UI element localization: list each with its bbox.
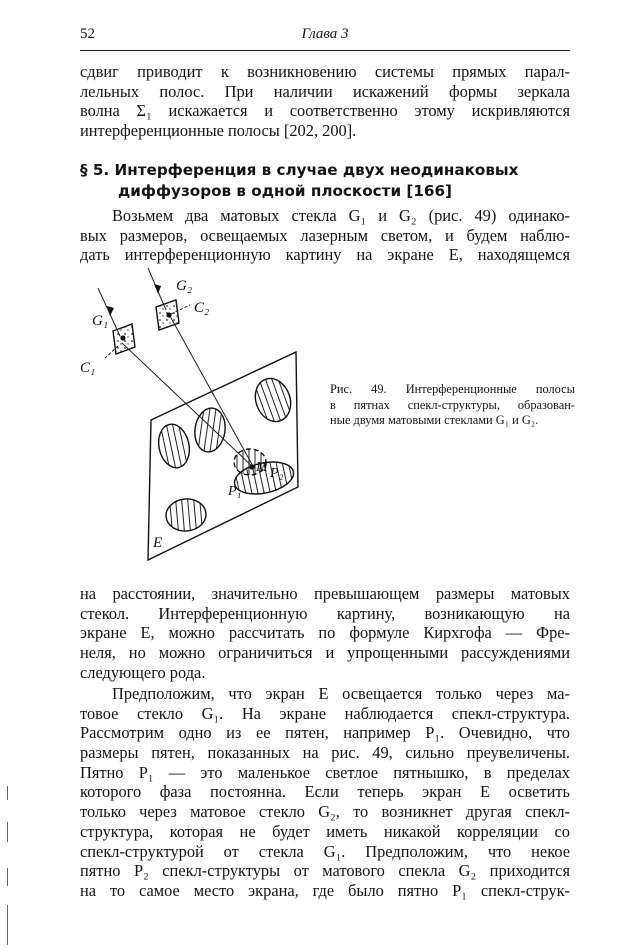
text-line: вых размеров, освещаемых лазерным светом, и будем наблю- bbox=[80, 225, 570, 245]
point-m bbox=[249, 464, 254, 469]
text-line: спекл-структурой от стекла G₁. Предположим, что некое bbox=[80, 841, 570, 861]
label-c2: C₂ bbox=[194, 300, 210, 316]
scan-edge-mark bbox=[7, 868, 8, 886]
caption-line: ные двумя матовыми стеклами G₁ и G₂. bbox=[330, 413, 539, 428]
text-line: Рассмотрим одно из ее пятен, например P₁. Очевидно, что bbox=[80, 723, 570, 743]
text-line: сдвиг приводит к возникновению системы прямых парал- bbox=[80, 62, 570, 81]
section-heading-line: диффузоров в одной плоскости [166] bbox=[118, 182, 452, 200]
scan-edge-mark bbox=[7, 786, 8, 800]
paragraph-1 bbox=[80, 206, 570, 265]
text-line: на расстоянии, значительно превышающем размеры матовых bbox=[80, 584, 570, 603]
running-header bbox=[80, 26, 570, 46]
text-line: Пятно P₁ — это маленькое светлое пятнышко, в пределах bbox=[80, 762, 570, 782]
text-line: дать интерференционную картину на экране E, находящемся bbox=[80, 245, 570, 265]
text-line: Предположим, что экран E освещается только через ма- bbox=[112, 684, 570, 703]
label-c1: C₁ bbox=[80, 360, 96, 376]
text-line: только через матовое стекло G₂, то возникнет другая спекл- bbox=[80, 802, 570, 822]
text-line: неля, но можно ограничиться и упрощенными рассуждениями bbox=[80, 643, 570, 663]
page-number: 52 bbox=[80, 26, 95, 42]
text-line: на то самое место экрана, где было пятно P₁ спекл-струк- bbox=[80, 880, 570, 900]
figure-49 bbox=[60, 262, 360, 572]
text-line: стекол. Интерференционную картину, возникающую на bbox=[80, 603, 570, 623]
paragraph-3 bbox=[80, 684, 570, 901]
section-heading-line: § 5. Интерференция в случае двух неодинаковых bbox=[80, 161, 519, 179]
text-line: лельных полос. При наличии искажений формы зеркала bbox=[80, 81, 570, 101]
point-c2 bbox=[166, 312, 171, 317]
text-line: волна Σ₁ искажается и соответственно этому искривляются bbox=[80, 101, 570, 121]
text-line: экране E, можно рассчитать по формуле Кирхгофа — Фре- bbox=[80, 623, 570, 643]
label-g1: G₁ bbox=[92, 313, 109, 329]
text-line: размеры пятен, показанных на рис. 49, сильно преувеличены. bbox=[80, 743, 570, 763]
text-line: Возьмем два матовых стекла G₁ и G₂ (рис. 49) одинако- bbox=[112, 206, 570, 225]
caption-line: Рис. 49. Интерференционные полосы bbox=[330, 382, 575, 396]
scan-edge-mark bbox=[7, 905, 8, 945]
label-g2: G₂ bbox=[176, 278, 193, 294]
text-line: которого фаза постоянна. Если теперь экран E осветить bbox=[80, 782, 570, 802]
caption-line: в пятнах спекл-структуры, образован- bbox=[330, 397, 575, 412]
label-e: E bbox=[153, 535, 163, 551]
intro-paragraph bbox=[80, 62, 570, 141]
header-rule bbox=[80, 50, 570, 51]
figure-caption bbox=[330, 382, 575, 429]
chapter-title: Глава 3 bbox=[301, 26, 349, 42]
text-line: товое стекло G₁. На экране наблюдается спекл-структура. bbox=[80, 703, 570, 723]
label-p2: P₂ bbox=[270, 466, 284, 481]
point-c1 bbox=[120, 335, 125, 340]
text-line: пятно P₂ спекл-структуры от матового спекла G₂ приходится bbox=[80, 861, 570, 881]
paragraph-2 bbox=[80, 584, 570, 682]
scan-edge-mark bbox=[7, 822, 8, 842]
text-line: следующего рода. bbox=[80, 662, 206, 682]
label-m: M bbox=[256, 460, 268, 475]
section-heading bbox=[80, 160, 570, 202]
text-line: структура, которая не будет иметь никакой корреляции со bbox=[80, 821, 570, 841]
text-line: интерференционные полосы [202, 200]. bbox=[80, 121, 357, 141]
label-p1: P₁ bbox=[228, 484, 242, 499]
arrow-head bbox=[154, 284, 161, 294]
